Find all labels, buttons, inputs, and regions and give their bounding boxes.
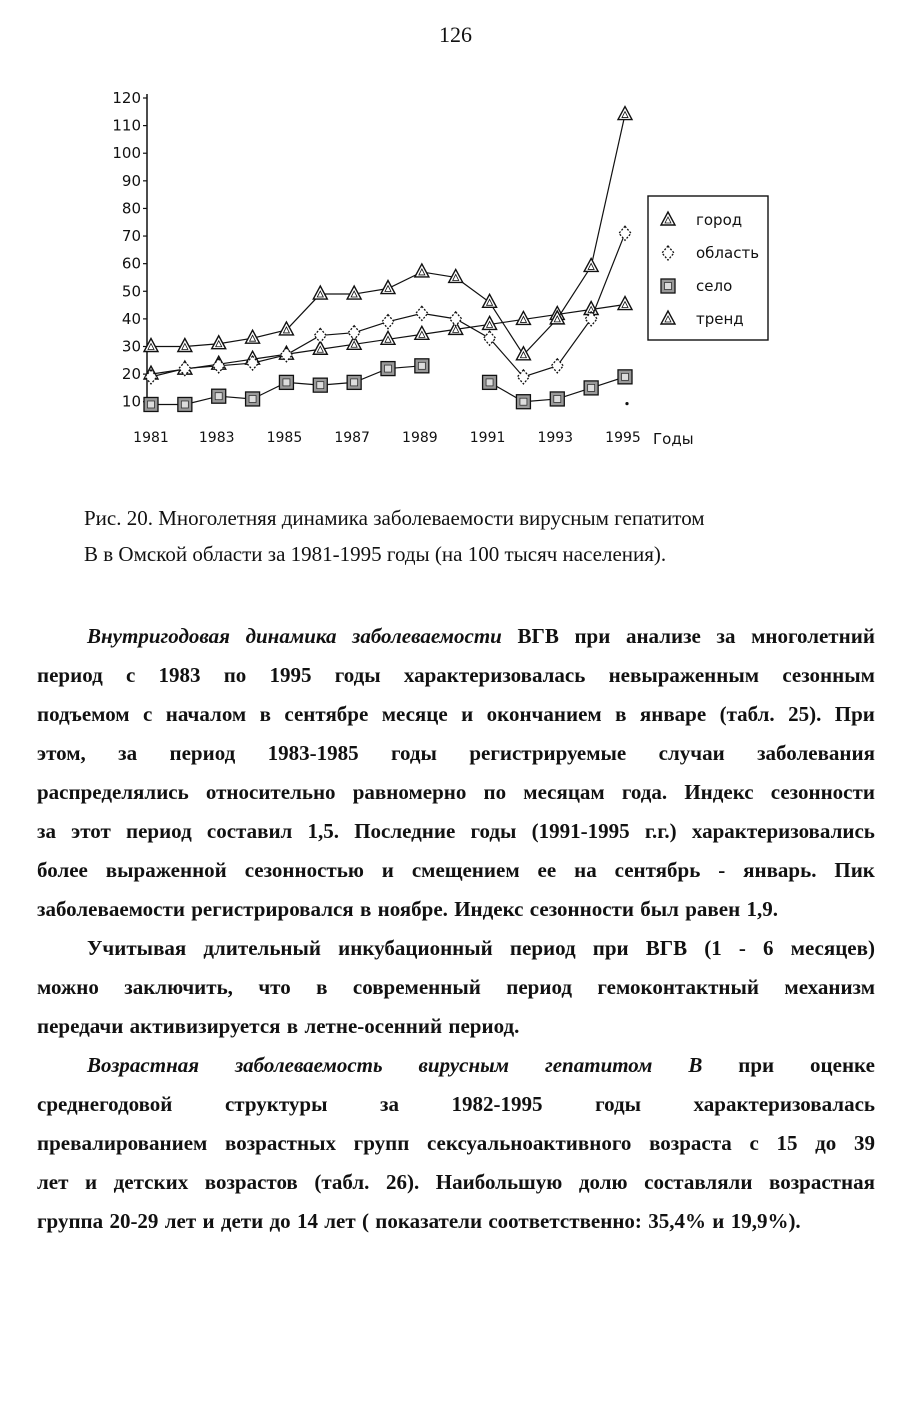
body-text [37, 617, 875, 1241]
data-point-series-3 [381, 362, 395, 376]
text-line: среднегодовой структуры за 1982-1995 годы характеризовалась [37, 1092, 875, 1116]
data-point-series-1 [178, 338, 192, 351]
figure-caption [84, 500, 864, 572]
text-line: группа 20-29 лет и дети до 14 лет ( показатели соответственно: 35,4% и 19,9%). [37, 1209, 801, 1233]
data-point-series-1 [415, 264, 429, 277]
data-point-series-3 [483, 375, 497, 389]
data-point-series-3 [516, 395, 530, 409]
data-point-series-2 [382, 315, 394, 329]
caption-line-1: Рис. 20. Многолетняя динамика заболеваемости вирусным гепатитом [84, 506, 705, 530]
data-point-series-4 [415, 326, 429, 339]
legend-label: тренд [696, 310, 744, 328]
x-tick-label: 1987 [334, 430, 370, 446]
data-point-series-1 [618, 107, 632, 120]
data-point-series-4 [381, 331, 395, 344]
x-tick-label: 1981 [133, 430, 169, 446]
data-point-series-3 [178, 397, 192, 411]
data-point-series-4 [483, 316, 497, 329]
text-line: Возрастная заболеваемость вирусным гепатитом В при оценке [87, 1053, 875, 1077]
y-tick-label: 70 [121, 227, 141, 246]
x-tick-label: 1985 [266, 430, 303, 446]
page-number: 126 [439, 22, 472, 47]
data-point-series-3 [279, 375, 293, 389]
x-axis-label: Годы [653, 430, 694, 448]
data-point-series-3 [584, 381, 598, 395]
data-point-series-1 [381, 281, 395, 294]
y-tick-label: 120 [112, 89, 141, 107]
data-point-series-2 [348, 326, 360, 340]
text-line: распределялись относительно равномерно по месяцам года. Индекс сезонности [37, 780, 875, 804]
x-tick-label: 1983 [198, 430, 235, 446]
text-line: лет и детских возрастов (табл. 26). Наибольшую долю составляли возрастная [37, 1170, 875, 1194]
text-line: этом, за период 1983-1985 годы регистрируемые случаи заболевания [37, 741, 875, 765]
text-line: более выраженной сезонностью и смещением ее на сентябрь - январь. Пик [37, 858, 875, 882]
legend-label: город [696, 211, 743, 229]
line-chart [0, 80, 911, 480]
x-tick-label: 1993 [537, 430, 574, 446]
text-line: заболеваемости регистрировался в ноябре. Индекс сезонности был равен 1,9. [37, 897, 778, 921]
y-tick-label: 50 [121, 282, 141, 301]
data-point-series-1 [584, 258, 598, 271]
y-tick-label: 30 [121, 337, 141, 356]
x-tick-label: 1991 [469, 430, 506, 446]
data-point-series-2 [213, 359, 225, 373]
legend-label: село [696, 277, 733, 295]
text-line: передачи активизируется в летне-осенний период. [37, 1014, 520, 1038]
series-line-2 [151, 233, 625, 377]
text-line: период с 1983 по 1995 годы характеризовалась невыраженным сезонным [37, 663, 875, 687]
data-point-series-2 [619, 226, 631, 240]
data-point-series-3 [347, 375, 361, 389]
data-point-series-3 [144, 397, 158, 411]
data-point-series-1 [347, 286, 361, 299]
x-tick-label: 1995 [605, 430, 641, 446]
data-point-series-3 [246, 392, 260, 406]
data-point-series-1 [313, 286, 327, 299]
text-line: подъемом с началом в сентябре месяце и окончанием в январе (табл. 25). При [37, 702, 875, 726]
data-point-series-2 [416, 306, 428, 320]
data-point-series-1 [212, 336, 226, 349]
y-tick-label: 20 [121, 365, 141, 384]
text-line: превалированием возрастных групп сексуальноактивного возраста с 15 до 39 [37, 1131, 875, 1155]
data-point-series-3 [550, 392, 564, 406]
text-line: можно заключить, что в современный период гемоконтактный механизм [37, 975, 875, 999]
legend-marker-3 [661, 279, 675, 293]
data-point-series-3 [618, 370, 632, 384]
text-line: за этот период составил 1,5. Последние годы (1991-1995 г.г.) характеризовались [37, 819, 875, 843]
data-point-series-2 [450, 312, 462, 326]
legend-label: область [696, 244, 760, 262]
data-point-series-1 [449, 269, 463, 282]
y-tick-label: 100 [112, 144, 141, 163]
y-tick-label: 40 [121, 309, 141, 328]
text-line: Учитывая длительный инкубационный период при ВГВ (1 - 6 месяцев) [87, 936, 875, 960]
data-point-series-2 [314, 328, 326, 342]
x-tick-label: 1989 [402, 430, 438, 446]
y-tick-label: 110 [112, 116, 141, 135]
stray-dot [625, 402, 628, 405]
y-tick-label: 80 [121, 199, 141, 218]
data-point-series-3 [415, 359, 429, 373]
data-point-series-4 [618, 297, 632, 310]
data-point-series-1 [483, 294, 497, 307]
y-tick-label: 10 [121, 392, 141, 411]
text-line: Внутригодовая динамика заболеваемости ВГВ при анализе за многолетний [87, 624, 875, 648]
data-point-series-4 [516, 311, 530, 324]
y-tick-label: 90 [121, 171, 141, 190]
data-point-series-3 [313, 378, 327, 392]
data-point-series-3 [212, 389, 226, 403]
y-tick-label: 60 [121, 254, 141, 273]
data-point-series-1 [144, 338, 158, 351]
caption-line-2: В в Омской области за 1981-1995 годы (на 100 тысяч населения). [84, 542, 667, 566]
